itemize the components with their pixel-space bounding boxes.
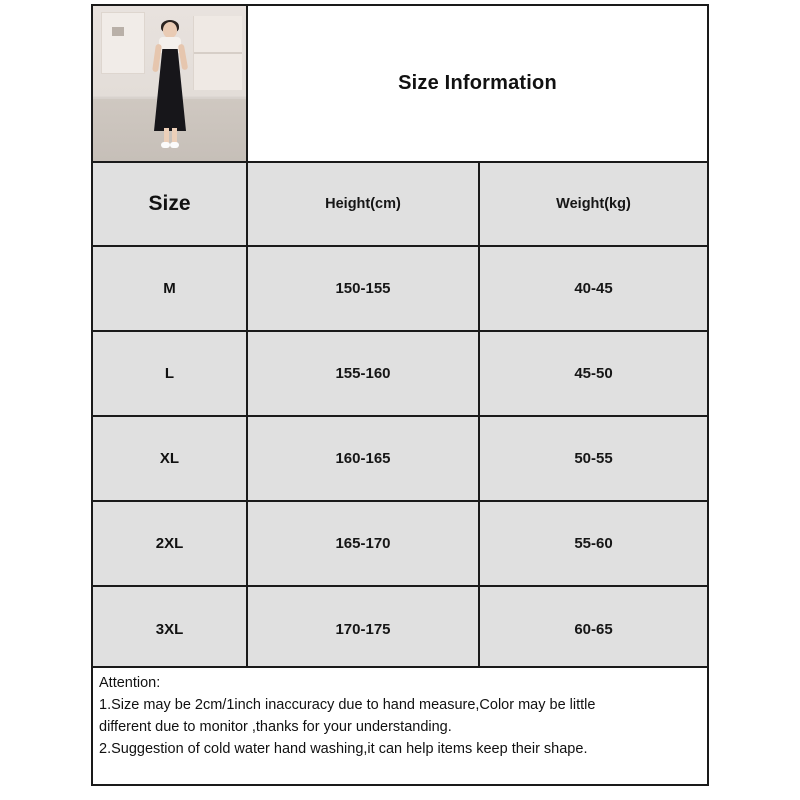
cell-height: 150-155 [248, 247, 480, 330]
cell-weight: 45-50 [574, 365, 613, 382]
column-header-weight: Weight(kg) [556, 196, 631, 212]
title-cell [248, 6, 707, 161]
photo-wall-sign [112, 27, 124, 36]
table-row [93, 332, 707, 417]
attention-line-1: 1.Size may be 2cm/1inch inaccuracy due to hand measure,Color may be little [99, 697, 596, 713]
attention-line-2: different due to monitor ,thanks for your understanding. [99, 719, 452, 735]
column-header-size: Size [93, 163, 248, 245]
cell-size: 2XL [93, 502, 248, 585]
product-photo [93, 6, 248, 161]
cell-height: 170-175 [248, 587, 480, 672]
model-left-shoe [161, 142, 170, 148]
table-row [93, 587, 707, 672]
page-title: Size Information [398, 72, 557, 94]
cell-height: 165-170 [248, 502, 480, 585]
table-header-row [93, 163, 707, 247]
size-table [93, 161, 707, 672]
table-row [93, 502, 707, 587]
cell-height: 155-160 [248, 332, 480, 415]
attention-heading: Attention: [99, 675, 161, 691]
header-row [93, 6, 707, 161]
model-head [163, 22, 177, 38]
attention-line-3: 2.Suggestion of cold water hand washing,it can help items keep their shape. [99, 741, 588, 757]
table-row [93, 417, 707, 502]
cell-weight: 50-55 [574, 450, 613, 467]
photo-shelf [193, 16, 242, 90]
cell-size: XL [93, 417, 248, 500]
column-header-height: Height(cm) [248, 163, 480, 245]
table-row [93, 247, 707, 332]
cell-size: 3XL [93, 587, 248, 672]
cell-weight: 40-45 [574, 280, 613, 297]
photo-wall-panel [101, 12, 145, 74]
cell-weight: 55-60 [574, 535, 613, 552]
cell-height: 160-165 [248, 417, 480, 500]
model-right-shoe [170, 142, 179, 148]
cell-size: L [93, 332, 248, 415]
cell-weight: 60-65 [574, 621, 613, 638]
photo-model [150, 22, 190, 142]
size-chart-card [91, 4, 709, 786]
cell-size: M [93, 247, 248, 330]
attention-block [93, 666, 707, 784]
